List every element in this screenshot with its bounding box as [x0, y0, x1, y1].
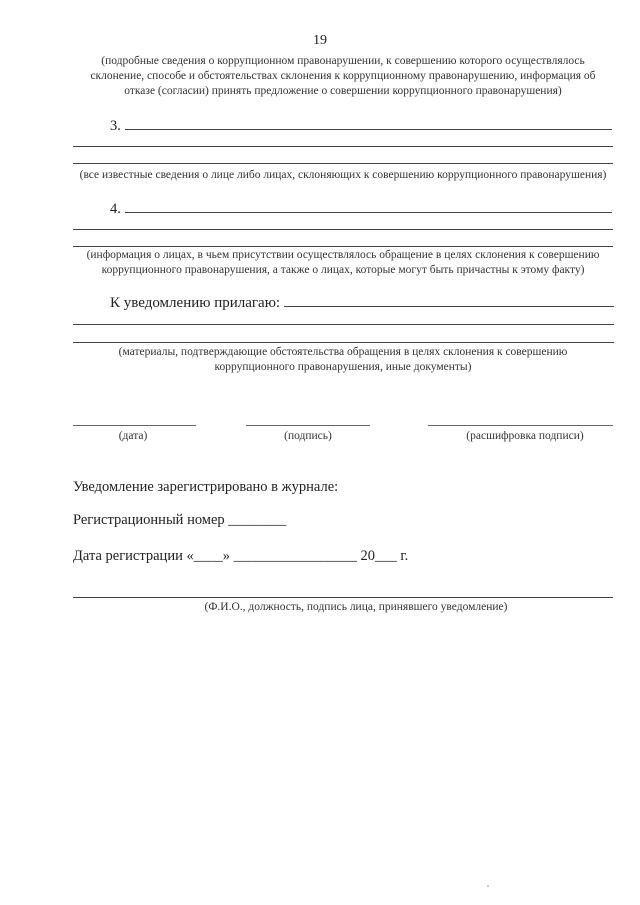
- item-3-blank[interactable]: [125, 117, 612, 130]
- item-3-line-2[interactable]: [73, 146, 613, 147]
- note-witnesses: (информация о лицах, в чьем присутствии осуществлялось обращение в целях склонения к совершению коррупционного правонарушения, а также о лицах, которые могут быть причастны к этому факту): [86, 249, 600, 276]
- note-attachments: (материалы, подтверждающие обстоятельства обращения в целях склонения к совершению коррупционного правонарушения, иные документы): [118, 346, 568, 373]
- note-persons-inducing: (все известные сведения о лице либо лицах, склоняющих к совершению коррупционного правонарушения): [79, 169, 607, 181]
- registrar-line[interactable]: [73, 597, 613, 598]
- decoding-caption: (расшифровка подписи): [466, 430, 584, 442]
- item-4-number: 4.: [110, 201, 121, 217]
- item-4-line-2[interactable]: [73, 229, 613, 230]
- signature-line[interactable]: [246, 425, 370, 426]
- registration-number-row[interactable]: [73, 512, 286, 529]
- scan-speck: [487, 885, 489, 887]
- attachment-label: К уведомлению прилагаю:: [110, 295, 281, 311]
- attachment-field[interactable]: [110, 294, 614, 312]
- item-4-line-3[interactable]: [73, 246, 613, 247]
- item-3-field[interactable]: [110, 117, 612, 135]
- item-4-blank[interactable]: [125, 200, 612, 213]
- note-corruption-details: (подробные сведения о коррупционном правонарушении, к совершению которого осуществлялось склонение, способе и обстоятельствах склонения к коррупционному правонарушению, информация об отказе (согласии) принять предложение о совершении коррупционного правонарушения): [90, 55, 596, 97]
- registration-date-row[interactable]: Дата регистрации «____» _________________ 20___ г.: [73, 548, 409, 564]
- item-3-line-3[interactable]: [73, 163, 613, 164]
- item-4-field[interactable]: [110, 200, 612, 218]
- signature-caption: (подпись): [284, 430, 332, 442]
- decoding-line[interactable]: [428, 425, 613, 426]
- registration-number-label: Регистрационный номер: [73, 512, 225, 528]
- attachment-line-3[interactable]: [73, 342, 614, 343]
- registration-number-blank[interactable]: ________: [228, 512, 287, 528]
- item-3-number: 3.: [110, 118, 121, 134]
- date-line[interactable]: [73, 425, 196, 426]
- registrar-caption: (Ф.И.О., должность, подпись лица, принявшего уведомление): [204, 601, 508, 613]
- attachment-blank[interactable]: [284, 294, 614, 307]
- page-number: 19: [313, 33, 327, 48]
- registration-heading: Уведомление зарегистрировано в журнале:: [73, 479, 339, 495]
- date-caption: (дата): [118, 430, 148, 442]
- attachment-line-2[interactable]: [73, 324, 614, 325]
